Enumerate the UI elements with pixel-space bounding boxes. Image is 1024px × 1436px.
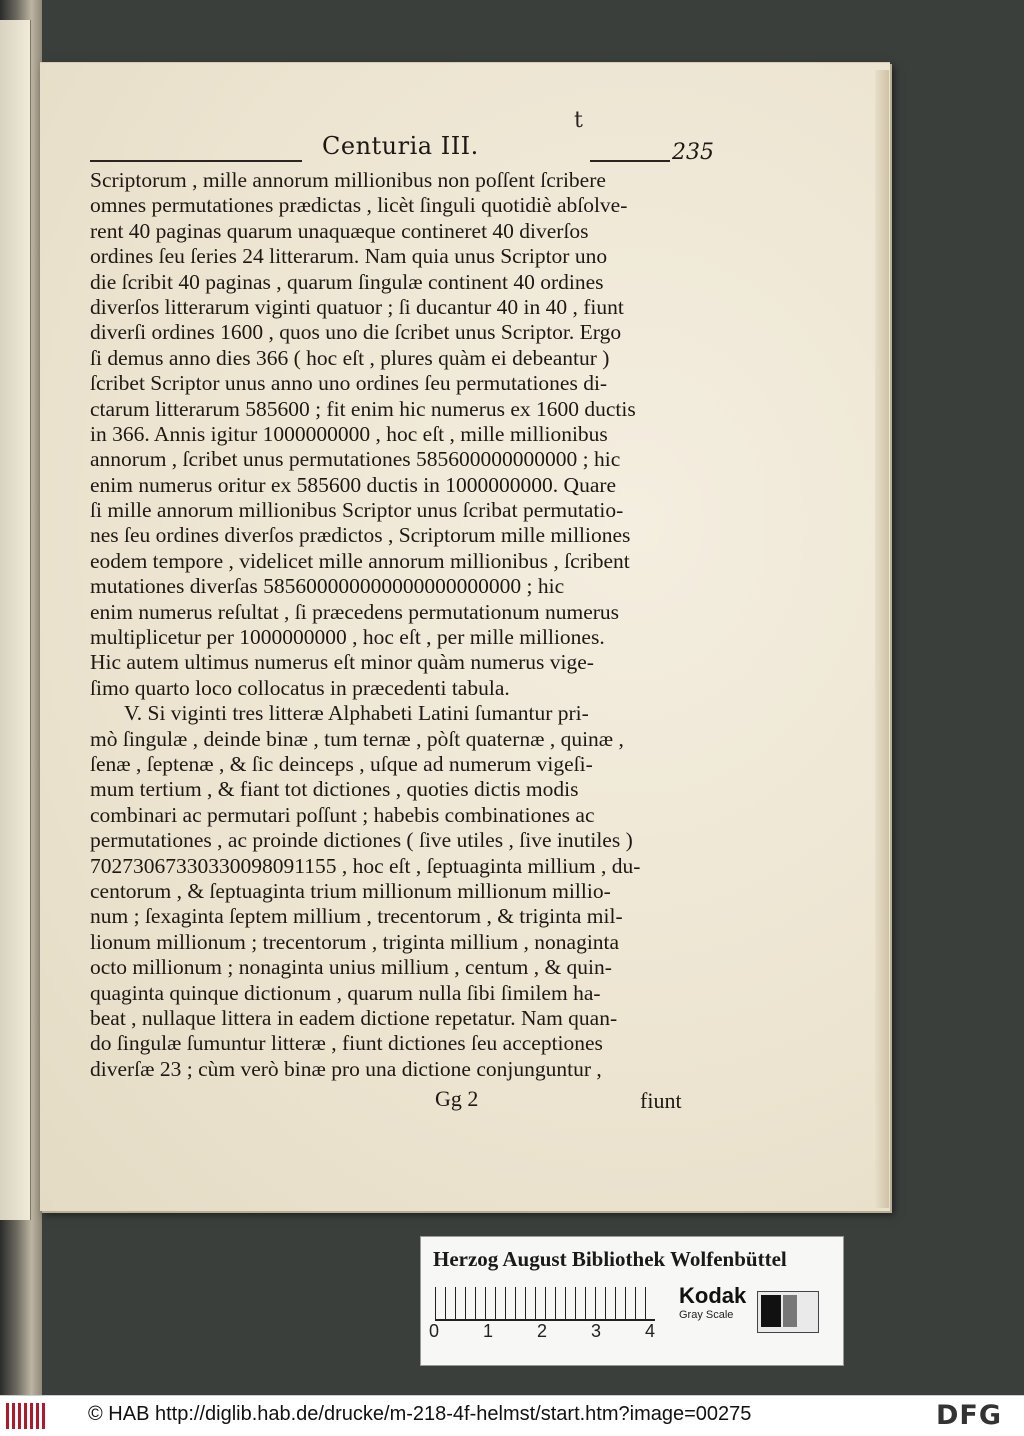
dfg-logo: DFG [936, 1400, 1003, 1431]
text-line: ſi demus anno dies 366 ( hoc eſt , plures quàm ei debeantur ) [90, 345, 610, 370]
ruler-number: 1 [483, 1321, 494, 1341]
text-line: enim numerus reſultat , ſi præcedens permutationum numerus [90, 599, 620, 624]
text-line: diverſæ 23 ; cùm verò binæ pro una dictione conjunguntur , [90, 1056, 602, 1081]
kodak-logo: Kodak [679, 1283, 747, 1308]
running-header [90, 132, 714, 172]
text-line: combinari ac permutari poſſunt ; habebis combinationes ac [90, 802, 595, 827]
text-line: nes ſeu ordines diverſos prædictos , Scriptorum mille milliones [90, 523, 631, 548]
header-rule-left [90, 160, 302, 162]
text-line: mò ſingulæ , deinde binæ , tum ternæ , pòſt quaternæ , quinæ , [90, 726, 624, 751]
text-line: Hic autem ultimus numerus eſt minor quàm numerus vige- [90, 650, 594, 675]
page-mark: t [574, 108, 583, 133]
header-rule-right [590, 160, 670, 162]
text-line: rent 40 paginas quarum unaquæque contineret 40 diverſos [90, 218, 589, 243]
text-line: enim numerus oritur ex 585600 ductis in 1000000000. Quare [90, 472, 617, 497]
gray-scale-label: Gray Scale [679, 1309, 734, 1321]
text-line: diverſos litterarum viginti quatuor ; ſi ducantur 40 in 40 , fiunt [90, 294, 624, 319]
text-line: centorum , & ſeptuaginta trium millionum millionum millio- [90, 878, 611, 903]
text-line: ſcribet Scriptor unus anno uno ordines ſeu permutationes di- [90, 371, 608, 396]
text-line: eodem tempore , videlicet mille annorum millionibus , ſcribent [90, 548, 630, 573]
text-line: mum tertium , & fiant tot dictiones , quoties dictis modis [90, 777, 579, 802]
text-line: ctarum litterarum 585600 ; fit enim hic numerus ex 1600 ductis [90, 396, 636, 421]
ruler-number: 0 [429, 1321, 440, 1341]
page-number: 235 [672, 140, 714, 165]
text-line: multiplicetur per 1000000000 , hoc eſt , per mille milliones. [90, 625, 605, 650]
body-text [90, 168, 710, 1082]
page-edge-shadow [875, 70, 889, 1208]
library-name: Herzog August Bibliothek Wolfenbüttel [433, 1247, 787, 1271]
text-line: in 366. Annis igitur 1000000000 , hoc eſt , mille millionibus [90, 421, 608, 446]
text-line: ordines ſeu ſeries 24 litterarum. Nam quia unus Scriptor uno [90, 244, 608, 269]
text-line: ſimo quarto loco collocatus in præcedenti tabula. [90, 675, 510, 700]
text-line: lionum millionum ; trecentorum , triginta millium , nonaginta [90, 929, 620, 954]
color-reference-card [420, 1236, 844, 1366]
gray-swatch [783, 1295, 797, 1327]
text-line: ſenæ , ſeptenæ , & ſic deinceps , uſque ad numerum vigeſi- [90, 751, 593, 776]
text-line: 70273067330330098091155 , hoc eſt , ſeptuaginta millium , du- [90, 853, 641, 878]
footer-bar [0, 1395, 1024, 1436]
ruler-number: 2 [537, 1321, 548, 1341]
text-line: ſi mille annorum millionibus Scriptor unus ſcribat permutatio- [90, 498, 624, 523]
scale-ruler [435, 1287, 655, 1321]
hab-logo-icon [6, 1403, 48, 1429]
text-line: do ſingulæ ſumuntur litteræ , fiunt dictiones ſeu acceptiones [90, 1031, 603, 1056]
text-line: die ſcribit 40 paginas , quarum ſingulæ continent 40 ordines [90, 269, 604, 294]
text-line: num ; ſexaginta ſeptem millium , trecentorum , & triginta mil- [90, 904, 623, 929]
black-swatch [761, 1295, 781, 1327]
signature-mark: Gg 2 [435, 1086, 479, 1111]
text-line: V. Si viginti tres litteræ Alphabeti Latini ſumantur pri- [124, 701, 589, 726]
ruler-number: 3 [591, 1321, 602, 1341]
ruler-number: 4 [645, 1321, 656, 1341]
text-line: mutationes diverſas 585600000000000000000000 ; hic [90, 574, 565, 599]
catchword: fiunt [640, 1088, 682, 1113]
copyright-link[interactable]: © HAB http://diglib.hab.de/drucke/m-218-4f-helmst/start.htm?image=00275 [88, 1403, 752, 1425]
text-line: omnes permutationes prædictas , licèt ſinguli quotidiè abſolve- [90, 193, 628, 218]
facing-page-edge [0, 20, 31, 1220]
text-line: annorum , ſcribet unus permutationes 585600000000000 ; hic [90, 447, 621, 472]
running-title: Centuria III. [322, 132, 479, 160]
text-line: beat , nullaque littera in eadem dictione repetatur. Nam quan- [90, 1005, 618, 1030]
text-line: permutationes , ac proinde dictiones ( ſive utiles , ſive inutiles ) [90, 828, 633, 853]
text-line: Scriptorum , mille annorum millionibus non poſſent ſcribere [90, 168, 606, 192]
text-line: quaginta quinque dictionum , quarum nulla ſibi ſimilem ha- [90, 980, 601, 1005]
text-line: diverſi ordines 1600 , quos uno die ſcribet unus Scriptor. Ergo [90, 320, 622, 345]
text-line: octo millionum ; nonaginta unius millium , centum , & quin- [90, 955, 612, 980]
